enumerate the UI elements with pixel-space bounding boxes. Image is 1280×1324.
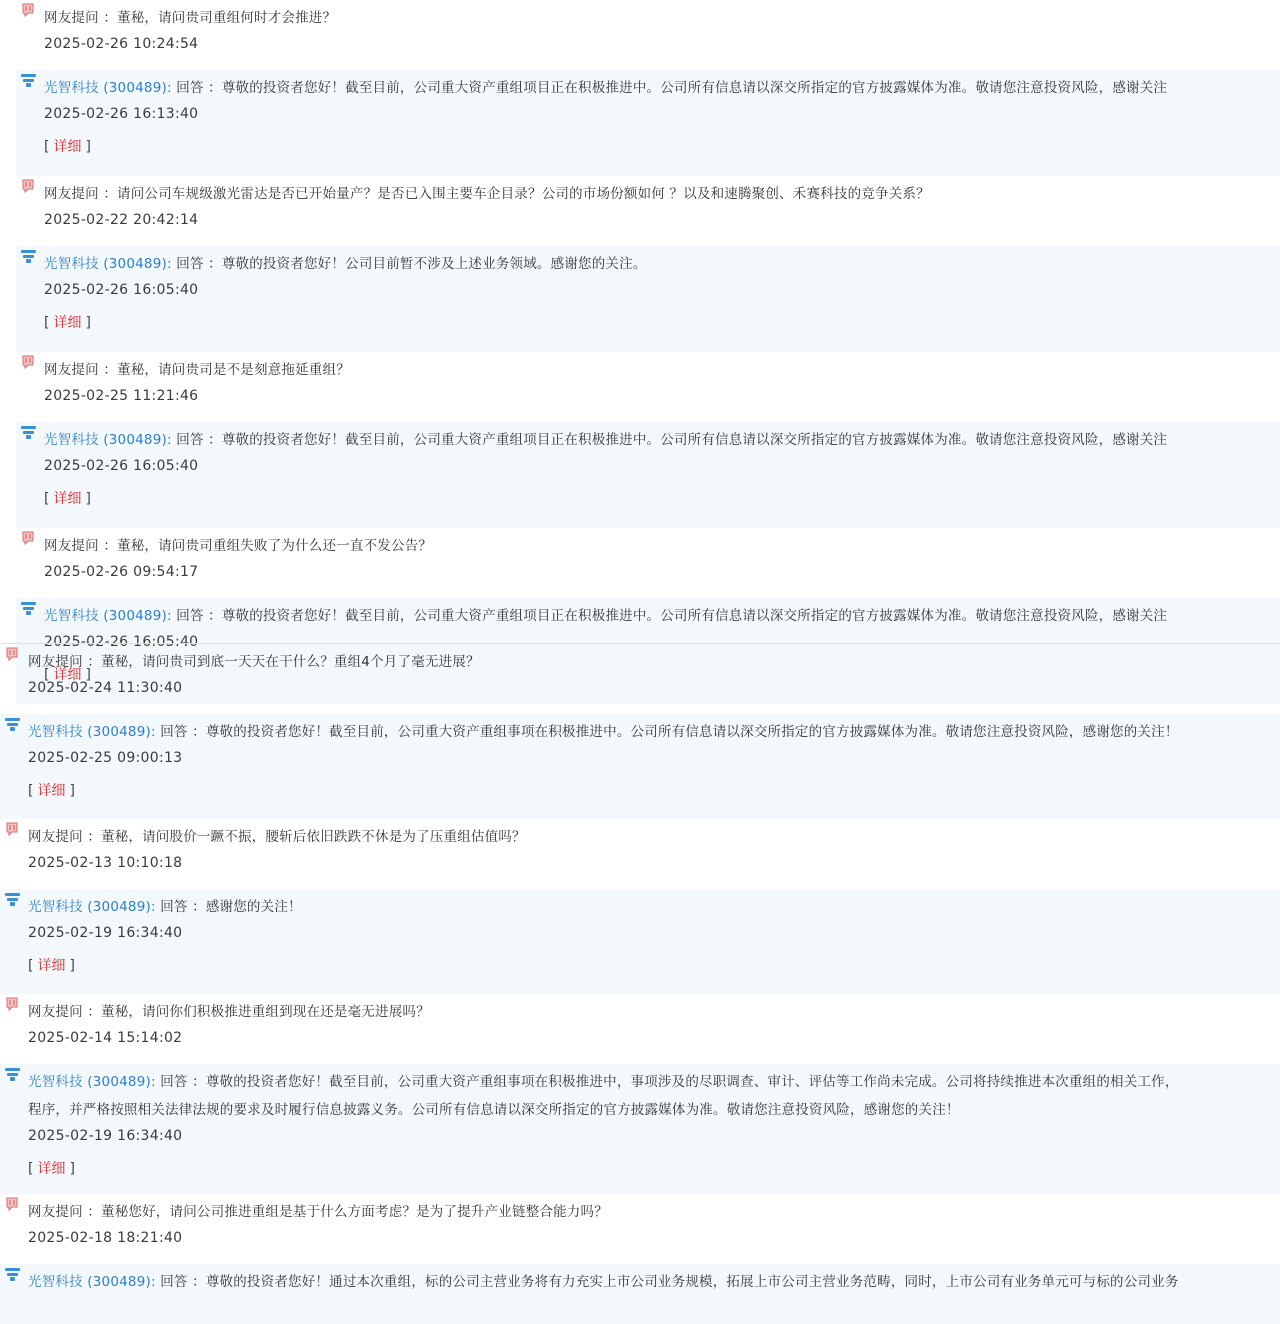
answer-text: ：感谢您的关注！ bbox=[192, 899, 302, 915]
detail-link[interactable]: [ 详细 ] bbox=[44, 315, 91, 331]
answer-label: 回答 bbox=[160, 899, 188, 915]
answer-bubble-icon bbox=[20, 73, 37, 88]
question-line bbox=[28, 650, 480, 670]
detail-link[interactable]: [ 详细 ] bbox=[28, 958, 75, 974]
question-block bbox=[0, 819, 1280, 889]
company-link[interactable]: 光智科技 (300489): bbox=[28, 899, 156, 915]
question-bubble-icon bbox=[21, 179, 35, 193]
answer-time: 2025-02-25 09:00:13 bbox=[28, 750, 183, 766]
answer-line bbox=[28, 1270, 1179, 1290]
answer-time: 2025-02-26 16:05:40 bbox=[44, 634, 199, 650]
question-bubble-icon bbox=[5, 997, 19, 1011]
question-block bbox=[0, 1194, 1280, 1264]
qa-item bbox=[16, 0, 1280, 176]
answer-bubble-icon bbox=[20, 249, 37, 264]
question-line bbox=[28, 1000, 430, 1020]
answer-bubble-icon bbox=[20, 601, 37, 616]
company-link[interactable]: 光智科技 (300489): bbox=[28, 724, 156, 740]
detail-label[interactable]: 详细 bbox=[37, 958, 66, 974]
answer-line bbox=[44, 428, 1167, 448]
answer-label: 回答 bbox=[176, 256, 204, 272]
answer-text: ：尊敬的投资者您好！截至目前，公司重大资产重组项目正在积极推进中。公司所有信息请以深交所指定的官方披露媒体为准。敬请您注意投资风险，感谢关注 bbox=[208, 80, 1168, 96]
question-block bbox=[16, 352, 1280, 422]
question-block bbox=[0, 644, 1280, 714]
question-block bbox=[16, 528, 1280, 598]
question-text: ：董秘，请问贵司重组何时才会推进？ bbox=[103, 10, 337, 26]
question-time: 2025-02-13 10:10:18 bbox=[28, 855, 183, 871]
question-time: 2025-02-26 09:54:17 bbox=[44, 564, 199, 580]
question-line bbox=[44, 182, 930, 202]
answer-text: ：尊敬的投资者您好！截至目前，公司重大资产重组事项在积极推进中。公司所有信息请以深交所指定的官方披露媒体为准。敬请您注意投资风险，感谢您的关注！ bbox=[192, 724, 1179, 740]
detail-label[interactable]: 详细 bbox=[37, 783, 66, 799]
qa-item bbox=[0, 644, 1280, 819]
detail-label[interactable]: 详细 bbox=[53, 491, 82, 507]
answer-bubble-icon bbox=[4, 892, 21, 907]
question-block bbox=[16, 176, 1280, 246]
answer-bubble-icon bbox=[20, 425, 37, 440]
company-link[interactable]: 光智科技 (300489): bbox=[28, 1274, 156, 1290]
answer-line bbox=[44, 604, 1167, 624]
company-link[interactable]: 光智科技 (300489): bbox=[44, 608, 172, 624]
answer-text: ：尊敬的投资者您好！公司目前暂不涉及上述业务领域。感谢您的关注。 bbox=[208, 256, 647, 272]
answer-text: ：尊敬的投资者您好！截至目前，公司重大资产重组项目正在积极推进中。公司所有信息请以深交所指定的官方披露媒体为准。敬请您注意投资风险，感谢关注 bbox=[208, 432, 1168, 448]
asker-label: 网友提问 bbox=[44, 362, 99, 378]
question-text: ：董秘，请问贵司到底一天天在干什么？重组4个月了毫无进展？ bbox=[87, 654, 480, 670]
detail-link[interactable]: [ 详细 ] bbox=[44, 491, 91, 507]
answer-block bbox=[16, 422, 1280, 528]
answer-label: 回答 bbox=[160, 1274, 188, 1290]
detail-link[interactable]: [ 详细 ] bbox=[44, 139, 91, 155]
question-bubble-icon bbox=[5, 647, 19, 661]
asker-label: 网友提问 bbox=[44, 10, 99, 26]
question-line bbox=[44, 6, 336, 26]
answer-time: 2025-02-26 16:13:40 bbox=[44, 106, 199, 122]
answer-line bbox=[44, 252, 647, 272]
detail-label[interactable]: 详细 bbox=[53, 139, 82, 155]
detail-link[interactable]: [ 详细 ] bbox=[44, 667, 91, 683]
asker-label: 网友提问 bbox=[28, 829, 83, 845]
answer-text: ：尊敬的投资者您好！截至目前，公司重大资产重组项目正在积极推进中。公司所有信息请以深交所指定的官方披露媒体为准。敬请您注意投资风险，感谢关注 bbox=[208, 608, 1168, 624]
qa-item bbox=[0, 994, 1280, 1194]
answer-text: ：尊敬的投资者您好！截至目前，公司重大资产重组事项在积极推进中，事项涉及的尽职调查、审计、评估等工作尚未完成。公司将持续推进本次重组的相关工作， bbox=[192, 1074, 1179, 1090]
company-link[interactable]: 光智科技 (300489): bbox=[44, 432, 172, 448]
qa-panel-bottom bbox=[0, 643, 1280, 1290]
asker-label: 网友提问 bbox=[44, 538, 99, 554]
answer-line bbox=[44, 76, 1167, 96]
question-time: 2025-02-14 15:14:02 bbox=[28, 1030, 183, 1046]
answer-label: 回答 bbox=[176, 432, 204, 448]
answer-bubble-icon bbox=[4, 717, 21, 732]
company-link[interactable]: 光智科技 (300489): bbox=[44, 256, 172, 272]
detail-label[interactable]: 详细 bbox=[53, 667, 82, 683]
answer-block bbox=[0, 1064, 1280, 1194]
question-time: 2025-02-25 11:21:46 bbox=[44, 388, 199, 404]
answer-text-line2: 程序，并严格按照相关法律法规的要求及时履行信息披露义务。公司所有信息请以深交所指定的官方披露媒体为准。敬请您注意投资风险，感谢您的关注！ bbox=[28, 1102, 960, 1118]
detail-link[interactable]: [ 详细 ] bbox=[28, 783, 75, 799]
qa-item bbox=[16, 352, 1280, 528]
question-block bbox=[0, 994, 1280, 1064]
question-text: ：董秘，请问贵司重组失败了为什么还一直不发公告？ bbox=[103, 538, 433, 554]
question-text: ：董秘，请问贵司是不是刻意拖延重组？ bbox=[103, 362, 350, 378]
question-bubble-icon bbox=[5, 822, 19, 836]
company-link[interactable]: 光智科技 (300489): bbox=[44, 80, 172, 96]
qa-item bbox=[16, 176, 1280, 352]
detail-link[interactable]: [ 详细 ] bbox=[28, 1161, 75, 1177]
answer-line bbox=[28, 720, 1179, 740]
answer-label: 回答 bbox=[160, 1074, 188, 1090]
question-text: ：董秘，请问你们积极推进重组到现在还是毫无进展吗？ bbox=[87, 1004, 430, 1020]
answer-time: 2025-02-19 16:34:40 bbox=[28, 925, 183, 941]
company-link[interactable]: 光智科技 (300489): bbox=[28, 1074, 156, 1090]
answer-time: 2025-02-19 16:34:40 bbox=[28, 1128, 183, 1144]
answer-label: 回答 bbox=[176, 80, 204, 96]
answer-line bbox=[28, 895, 302, 915]
answer-block bbox=[16, 70, 1280, 176]
question-time: 2025-02-22 20:42:14 bbox=[44, 212, 199, 228]
question-block bbox=[16, 0, 1280, 70]
answer-bubble-icon bbox=[4, 1267, 21, 1282]
question-bubble-icon bbox=[21, 3, 35, 17]
question-line bbox=[28, 1200, 608, 1220]
asker-label: 网友提问 bbox=[28, 654, 83, 670]
qa-item bbox=[0, 1194, 1280, 1324]
answer-time: 2025-02-26 16:05:40 bbox=[44, 282, 199, 298]
answer-time: 2025-02-26 16:05:40 bbox=[44, 458, 199, 474]
qa-item bbox=[0, 819, 1280, 994]
answer-bubble-icon bbox=[4, 1067, 21, 1082]
question-line bbox=[44, 358, 350, 378]
answer-text: ：尊敬的投资者您好！通过本次重组，标的公司主营业务将有力充实上市公司业务规模，拓展上市公司主营业务范畴，同时，上市公司有业务单元可与标的公司业务 bbox=[192, 1274, 1179, 1290]
answer-label: 回答 bbox=[176, 608, 204, 624]
answer-block bbox=[0, 889, 1280, 994]
question-text: ：董秘您好，请问公司推进重组是基于什么方面考虑？是为了提升产业链整合能力吗？ bbox=[87, 1204, 608, 1220]
answer-label: 回答 bbox=[160, 724, 188, 740]
question-line bbox=[28, 825, 526, 845]
asker-label: 网友提问 bbox=[28, 1004, 83, 1020]
answer-line bbox=[28, 1070, 1179, 1090]
question-time: 2025-02-24 11:30:40 bbox=[28, 680, 183, 696]
question-time: 2025-02-26 10:24:54 bbox=[44, 36, 199, 52]
detail-label[interactable]: 详细 bbox=[37, 1161, 66, 1177]
answer-block bbox=[0, 1264, 1280, 1324]
answer-block bbox=[16, 246, 1280, 352]
asker-label: 网友提问 bbox=[44, 186, 99, 202]
question-text: ：请问公司车规级激光雷达是否已开始量产？是否已入围主要车企目录？公司的市场份额如何 ？以及和速腾聚创、禾赛科技的竞争关系？ bbox=[103, 186, 930, 202]
question-bubble-icon bbox=[21, 355, 35, 369]
question-bubble-icon bbox=[5, 1197, 19, 1211]
question-line bbox=[44, 534, 432, 554]
asker-label: 网友提问 bbox=[28, 1204, 83, 1220]
question-bubble-icon bbox=[21, 531, 35, 545]
question-text: ：董秘，请问股价一蹶不振，腰斩后依旧跌跌不休是为了压重组估值吗？ bbox=[87, 829, 526, 845]
detail-label[interactable]: 详细 bbox=[53, 315, 82, 331]
answer-block bbox=[0, 714, 1280, 819]
question-time: 2025-02-18 18:21:40 bbox=[28, 1230, 183, 1246]
